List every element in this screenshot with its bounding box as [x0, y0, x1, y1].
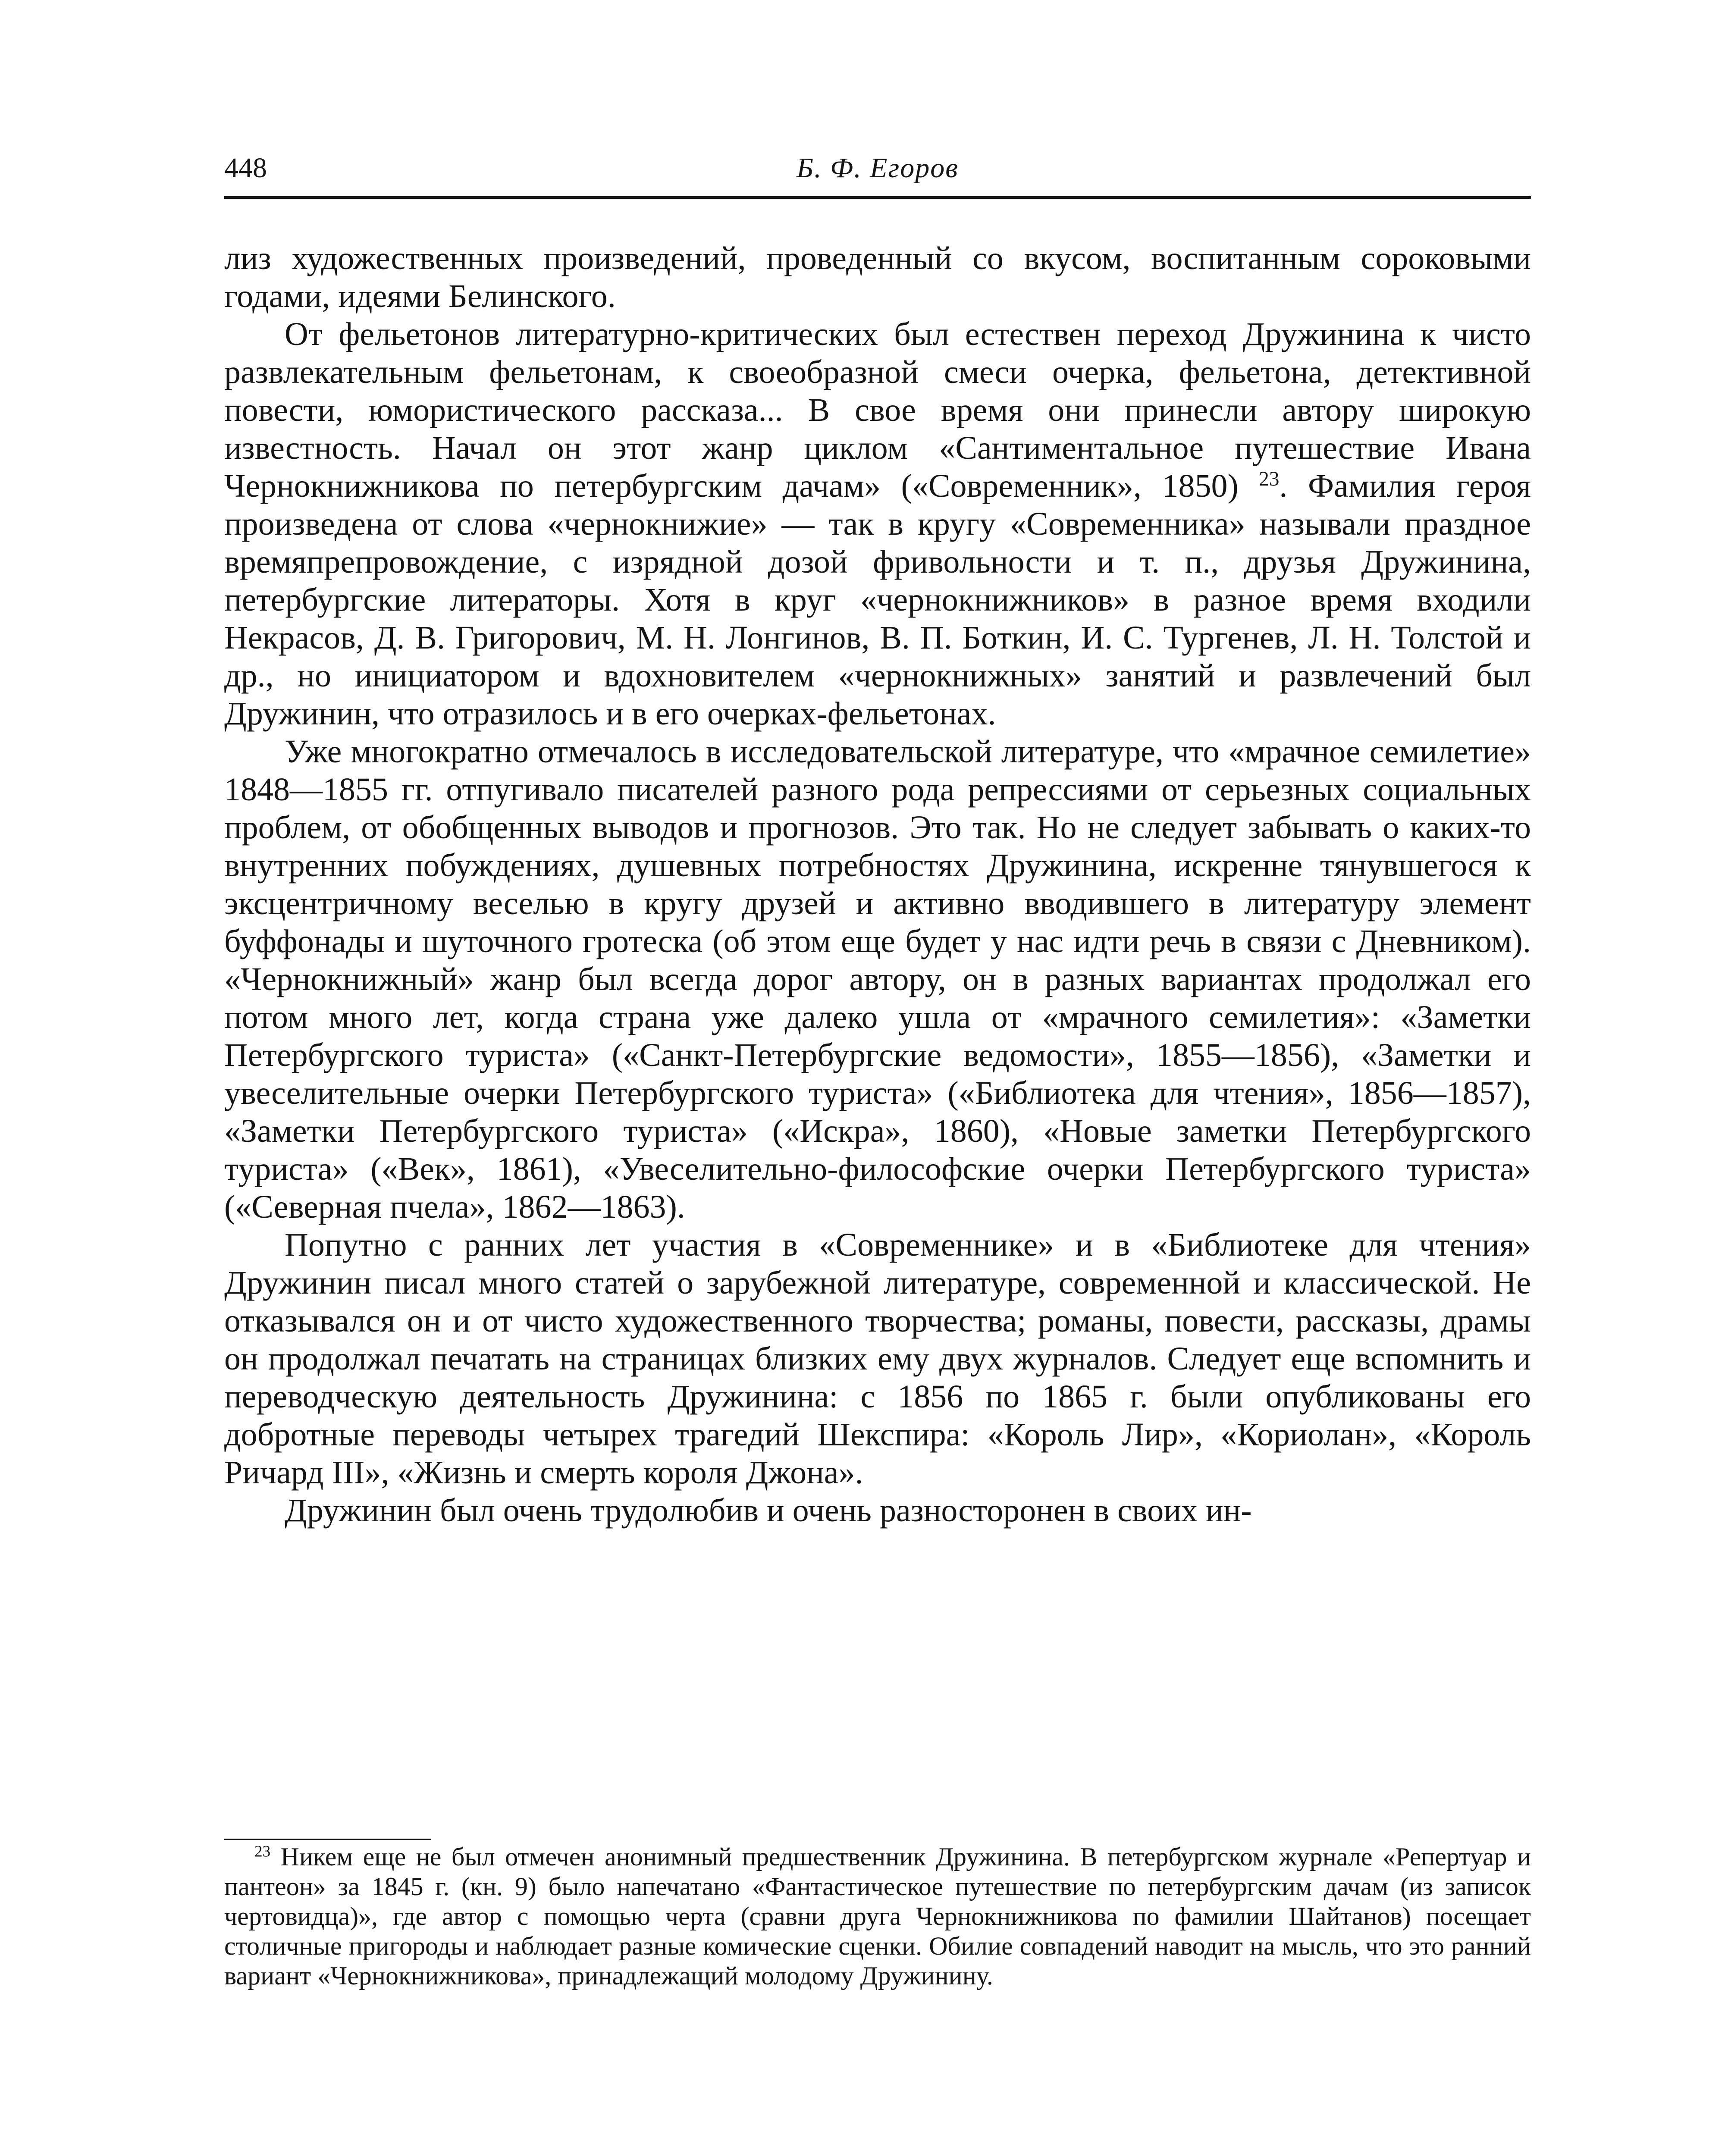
header-rule: [224, 196, 1531, 199]
footnote-rule: [224, 1839, 431, 1840]
running-head-author: Б. Ф. Егоров: [797, 152, 959, 184]
footnote-23: [224, 1842, 1531, 1991]
page-number: 448: [224, 152, 267, 184]
paragraph-2-text-b: . Фамилия героя произведена от слова «чернокнижие» — так в кругу «Современника» называли праздное времяпрепровождение, с изрядной дозой фривольности и т. п., друзья Дружинина, петербургские литераторы. Хотя в круг «чернокнижников» в разное время входили Некрасов, Д. В. Григорович, М. Н. Лонгинов, В. П. Боткин, И. С. Тургенев, Л. Н. Толстой и др., но инициатором и вдохновителем «чернокнижных» занятий и развлечений был Дружинин, что отразилось и в его очерках-фельетонах.: [224, 468, 1531, 732]
paragraph-3: Уже многократно отмечалось в исследовательской литературе, что «мрачное семилетие» 1848—1855 гг. отпугивало писателей разного рода репрессиями от серьезных социальных проблем, от обобщенных выводов и прогнозов. Это так. Но не следует забывать о каких-то внутренних побуждениях, душевных потребностях Дружинина, искренне тянувшегося к эксцентричному веселью в кругу друзей и активно вводившего в литературу элемент буффонады и шуточного гротеска (об этом еще будет у нас идти речь в связи с Дневником). «Чернокнижный» жанр был всегда дорог автору, он в разных вариантах продолжал его потом много лет, когда страна уже далеко ушла от «мрачного семилетия»: «Заметки Петербургского туриста» («Санкт-Петербургские ведомости», 1855—1856), «Заметки и увеселительные очерки Петербургского туриста» («Библиотека для чтения», 1856—1857), «Заметки Петербургского туриста» («Искра», 1860), «Новые заметки Петербургского туриста» («Век», 1861), «Увеселительно-философские очерки Петербургского туриста» («Северная пчела», 1862—1863).: [224, 733, 1531, 1225]
paragraph-1: лиз художественных произведений, проведенный со вкусом, воспитанным сороковыми годами, идеями Белинского.: [224, 240, 1531, 314]
paragraph-5: Дружинин был очень трудолюбив и очень разносторонен в своих ин-: [285, 1492, 1252, 1529]
footnote: [224, 1842, 1531, 1991]
footnote-text: Никем еще не был отмечен анонимный предшественник Дружинина. В петербургском журнале «Репертуар и пантеон» за 1845 г. (кн. 9) было напечатано «Фантастическое путешествие по петербургским дачам (из записок чертовидца)», где автор с помощью черта (сравни друга Чернокнижникова по фамилии Шайтанов) посещает столичные пригороды и наблюдает разные комические сценки. Обилие совпадений наводит на мысль, что это ранний вариант «Чернокнижникова», принадлежащий молодому Дружинину.: [224, 1843, 1531, 1990]
paragraph-2: [224, 315, 1531, 733]
running-head: [224, 144, 1531, 192]
footnote-marker: 23: [254, 1843, 271, 1861]
main-text: [224, 239, 1531, 1529]
paragraph-2-text-a: От фельетонов литературно-критических был естествен переход Дружинина к чисто развлекательным фельетонам, к своеобразной смеси очерка, фельетона, детективной повести, юмористического рассказа... В свое время они принесли автору широкую известность. Начал он этот жанр циклом «Сантиментальное путешествие Ивана Чернокнижникова по петербургским дачам» («Современник», 1850): [224, 316, 1531, 504]
footnote-reference: 23: [1259, 468, 1280, 491]
paragraph-4: Попутно с ранних лет участия в «Современнике» и в «Библиотеке для чтения» Дружинин писал много статей о зарубежной литературе, современной и классической. Не отказывался он и от чисто художественного творчества; романы, повести, рассказы, драмы он продолжал печатать на страницах близких ему двух журналов. Следует еще вспомнить и переводческую деятельность Дружинина: с 1856 по 1865 г. были опубликованы его добротные переводы четырех трагедий Шекспира: «Король Лир», «Кориолан», «Король Ричард III», «Жизнь и смерть короля Джона».: [224, 1227, 1531, 1491]
